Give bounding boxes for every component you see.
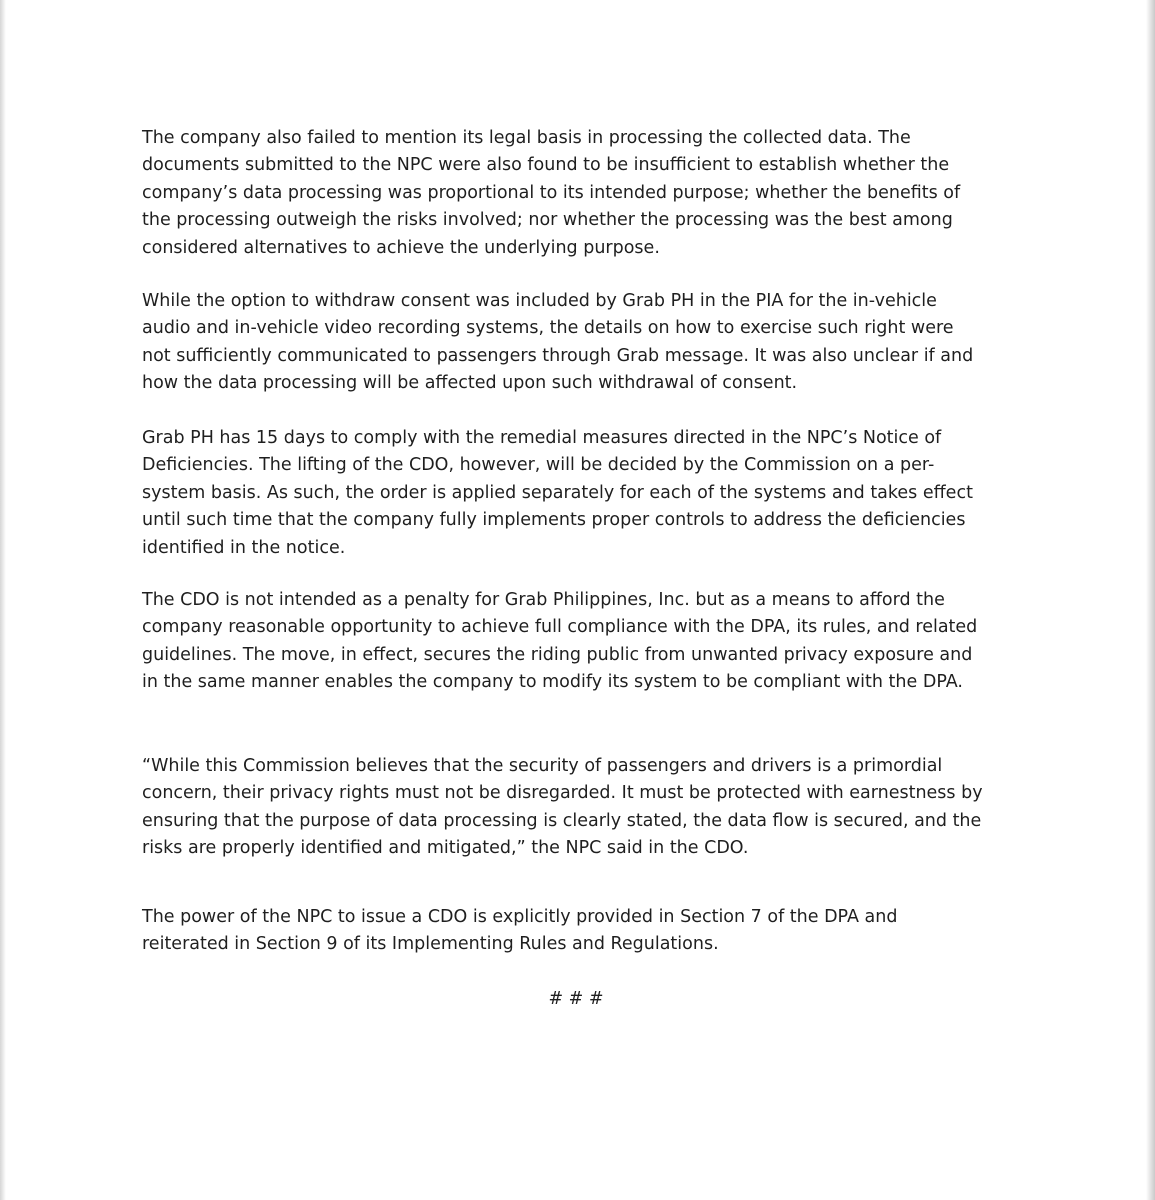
end-of-document-mark: # # # [548, 989, 604, 1009]
paragraph-withdraw-consent: While the option to withdraw consent was included by Grab PH in the PIA for the in-vehicle audio and in-vehicle video recording systems, the details on how to exercise such right were not sufficiently communicated to passengers through Grab message. It was also unclear if and how the data processing will be affected upon such withdrawal of consent. [142, 291, 974, 394]
paragraph-npc-power: The power of the NPC to issue a CDO is explicitly provided in Section 7 of the DPA and reiterated in Section 9 of its Implementing Rules and Regulations. [142, 907, 898, 955]
document-page [6, 0, 1146, 1200]
paragraph-legal-basis: The company also failed to mention its legal basis in processing the collected data. The documents submitted to the NPC were also found to be insufficient to establish whether the company’s data processing was proportional to its intended purpose; whether the benefits of the processing outweigh the risks involved; nor whether the processing was the best among considered alternatives to achieve the underlying purpose. [142, 128, 961, 258]
page-shadow-right [1146, 0, 1155, 1200]
paragraph-compliance-period: Grab PH has 15 days to comply with the remedial measures directed in the NPC’s Notice of Deficiencies. The lifting of the CDO, however, will be decided by the Commission on a per- system basis. As such, the order is applied separately for each of the systems and takes effect until such time that the company fully implements proper controls to address the deficiencies identified in the notice. [142, 428, 973, 558]
paragraph-commission-quote: “While this Commission believes that the security of passengers and drivers is a primordial concern, their privacy rights must not be disregarded. It must be protected with earnestness by ensuring that the purpose of data processing is clearly stated, the data flow is secured, and the risks are properly identified and mitigated,” the NPC said in the CDO. [142, 756, 983, 859]
paragraph-cdo-purpose: The CDO is not intended as a penalty for Grab Philippines, Inc. but as a means to afford the company reasonable opportunity to achieve full compliance with the DPA, its rules, and related guidelines. The move, in effect, secures the riding public from unwanted privacy exposure and in the same manner enables the company to modify its system to be compliant with the DPA. [142, 590, 978, 693]
